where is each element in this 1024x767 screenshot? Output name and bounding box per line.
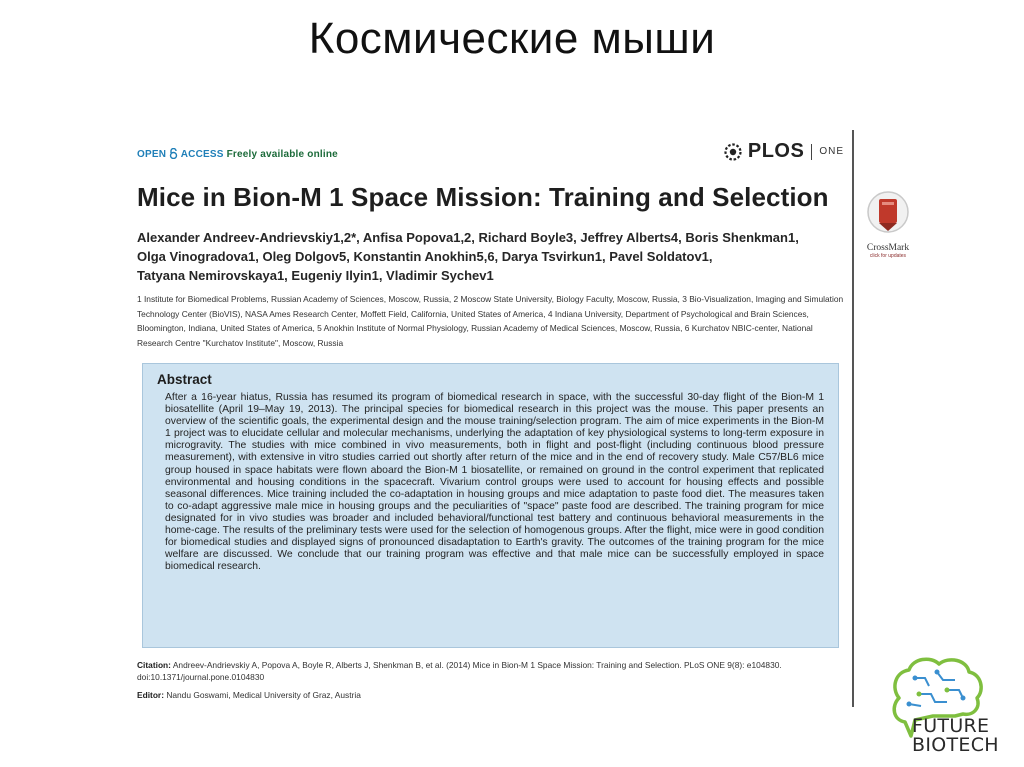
crossmark-badge[interactable]: [858, 190, 918, 259]
paper-screenshot: [130, 130, 854, 707]
crossmark-icon: [866, 190, 910, 236]
author-line: Alexander Andreev-Andrievskiy1,2*, Anfisa Popova1,2, Richard Boyle3, Jeffrey Alberts4, Boris Shenkman1,: [137, 230, 799, 245]
crossmark-label: CrossMark: [866, 243, 910, 253]
plos-one-logo: [722, 140, 844, 163]
open-access-banner: [137, 148, 338, 160]
open-label: OPEN: [137, 149, 167, 160]
editor-label: Editor:: [137, 690, 164, 700]
open-lock-icon: [169, 148, 178, 159]
freely-available-label: Freely available online: [226, 149, 338, 160]
plos-wordmark: PLOS: [747, 140, 805, 162]
abstract-heading: Abstract: [157, 372, 212, 387]
citation-label: Citation:: [137, 660, 171, 670]
brand-line: FUTURE: [912, 715, 990, 737]
plos-gear-icon: [722, 141, 744, 163]
crossmark-sub: click for updates: [869, 253, 907, 259]
paper-title: Mice in Bion-M 1 Space Mission: Training and Selection: [137, 182, 829, 212]
access-label: ACCESS: [180, 149, 224, 160]
logo-divider: [811, 144, 812, 160]
citation: [137, 659, 849, 683]
author-list: [137, 228, 852, 285]
author-line: Tatyana Nemirovskaya1, Eugeniy Ilyin1, Vladimir Sychev1: [137, 268, 494, 283]
slide-title: Космические мыши: [308, 14, 716, 63]
citation-text: Andreev-Andrievskiy A, Popova A, Boyle R, Alberts J, Shenkman B, et al. (2014) Mice in Bion-M 1 Space Mission: Training and Selection. PLoS ONE 9(8): e104830. doi:10.1371/journal.pone.0104830: [137, 660, 782, 682]
brand-line: BIOTECH: [912, 734, 999, 756]
author-line: Olga Vinogradova1, Oleg Dolgov5, Konstantin Anokhin5,6, Darya Tsvirkun1, Pavel Soldatov1,: [137, 249, 713, 264]
affiliations: 1 Institute for Biomedical Problems, Russian Academy of Sciences, Moscow, Russia, 2 Moscow State University, Biology Faculty, Moscow, Russia, 3 Bio-Visualization, Imaging and Simulation Technology Center (BioVIS), NASA Ames Research Center, Moffett Field, California, United States of America, 4 Indiana University, Department of Psychological and Brain Sciences, Bloomington, Indiana, United States of America, 5 Anokhin Institute of Normal Physiology, Russian Academy of Medical Sciences, Moscow, Russia, 6 Kurchatov NBIC-center, National Research Centre "Kurchatov Institute", Moscow, Russia: [137, 294, 844, 348]
editor-line: [137, 690, 849, 700]
abstract-box: [142, 363, 839, 648]
editor-text: Nandu Goswami, Medical University of Graz, Austria: [166, 690, 361, 700]
plos-one-label: ONE: [819, 146, 844, 157]
abstract-text: After a 16-year hiatus, Russia has resumed its program of biomedical research in space, with the successful 30-day flight of the Bion-M 1 biosatellite (April 19–May 19, 2013). The principal species for biomedical research in this project was the mouse. This paper presents an overview of the scientific goals, the experimental design and the mouse training/selection program. The aim of mice experiments in the Bion-M 1 project was to elucidate cellular and molecular mechanisms, underlying the adaptation of key physiological systems to long-term exposure in microgravity. The studies with mice combined in vivo measurements, both in flight and post-flight (including continuous blood pressure measurement), with extensive in vitro studies carried out shortly after return of the mice and in the end of recovery study. Male C57/BL6 mice group housed in space habitats were flown aboard the Bion-M 1 biosatellite, or remained on ground in the control experiment that replicated environmental and housing conditions in the spacecraft. Vivarium control groups were used to account for housing effects and possible seasonal differences. Mice training included the co-adaptation in housing groups and mice adaptation to paste food diet. The measures taken to co-adapt aggressive male mice in housing groups and the peculiarities of "space" paste food are described. The training program for mice designated for in vivo studies was broader and included behavioral/functional test battery and continuous behavioral measurements in the home-cage. The results of the preliminary tests were used for the selection of homogenous groups. After the flight, mice were in good condition for biomedical studies and displayed signs of pronounced disadaptation to Earth's gravity. The outcomes of the training program for the mice welfare are discussed. We conclude that our training program was effective and that male mice can be successfully employed in space biomedical research.: [165, 392, 824, 573]
brand-wordmark: [912, 717, 999, 755]
